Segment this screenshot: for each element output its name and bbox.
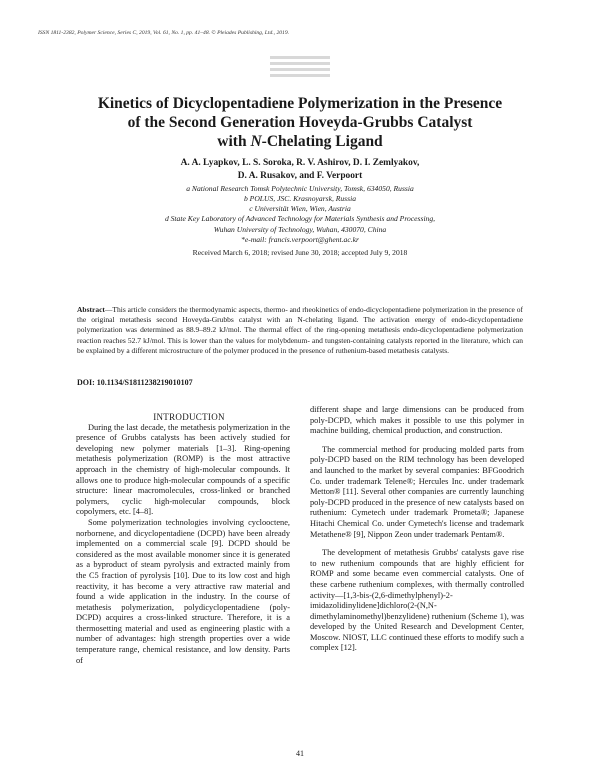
- article-title: [40, 94, 560, 151]
- affiliation-a: a National Research Tomsk Polytechnic University, Tomsk, 634050, Russia: [186, 184, 414, 194]
- paragraph: different shape and large dimensions can be produced from poly-DCPD, which makes it possible to use this polymer in machine building, chemical production, and construction.: [310, 405, 524, 436]
- paragraph: During the last decade, the metathesis polymerization in the presence of Grubbs catalysts has been actively studied for developing new polymer materials [1–3]. Ring-opening metathesis polymerization (ROMP) is the most attractive approach in the chemistry of high-molecular compounds. It allows one to produce high-molecular compounds of a specific structure: linear macromolecules, cross-linked or branched polymers, cyclic high-molecular compounds, block copolymers, etc. [4–8].: [76, 422, 290, 517]
- paragraph: The development of metathesis Grubbs' catalysts gave rise to new ruthenium compounds that are highly efficient for ROMP and some became even commercial catalysts. One of these carbene ruthenium complexes, with thermally controlled activity—[1,3-bis-(2,6-dimethylphenyl)-2-imidazolidinylidene]dichloro(2-(N,N-dimethylaminomethyl)benzylidene) ruthenium (Scheme 1), was developed by the United Research and Development Center, Moscow. NIOST, LLC continued these efforts to modify such a complex [12].: [310, 548, 524, 653]
- right-column: [310, 405, 524, 654]
- contact-email: *e-mail: francis.verpoort@ghent.ac.kr: [241, 234, 359, 244]
- abstract: [77, 305, 523, 356]
- section-heading-introduction: INTRODUCTION: [153, 412, 225, 422]
- page-number: 41: [296, 749, 304, 758]
- title-line-2: of the Second Generation Hoveyda-Grubbs Catalyst: [127, 114, 473, 131]
- affiliation-b: b POLUS, JSC. Krasnoyarsk, Russia: [243, 194, 356, 204]
- received-dates: Received March 6, 2018; revised June 30, 2018; accepted July 9, 2018: [192, 247, 408, 257]
- publisher-logo: [270, 54, 330, 80]
- affiliations: [40, 184, 560, 245]
- affiliation-c: c Universität Wien, Wien, Austria: [249, 204, 351, 214]
- affiliation-d-cont: Wuhan University of Technology, Wuhan, 430070, China: [213, 224, 387, 234]
- authors-line-2: D. A. Rusakov, and F. Verpoort: [237, 170, 363, 181]
- doi-link[interactable]: DOI: 10.1134/S1811238219010107: [77, 378, 193, 387]
- paragraph: Some polymerization technologies involving cyclooctene, norbornene, and dicyclopentadiene (DCPD) have been already implemented on a commercial scale [9]. DCPD should be considered as the most available monomer since it is generated as a byproduct of steam pyrolysis and extracted mainly from the C5 fraction of pyrolysis [10]. Due to its low cost and high reactivity, it has become a very attractive raw material and found a wide application in the industry. In the course of metathesis polymerization, polydicyclopentadiene (poly-DCPD) acquires a cross-linked structure. Therefore, it is a thermosetting material and used as engineering plastic with a number of advantages: high strength properties over a wide temperature range, chemical resistance, and low density. Parts of: [76, 517, 290, 665]
- abstract-text: —This article considers the thermodynamic aspects, thermo- and rheokinetics of endo-dicyclopentadiene polymerization in the presence of the original metathesis second Hoveyda-Grubbs catalyst with an N-chelating ligand. The activation energy of endo-dicyclopentadiene polymerization was determined as 88.9–89.2 kJ/mol. The thermal effect of the ring-opening metathesis endo-dicyclopentadiene polymerization reaction reaches 52.7 kJ/mol. This is lower than the values for molybdenum- and tungsten-containing catalysts reported in the literature, which can be explained by a different microstructure of the polymer produced in the presence of ruthenium-based metathesis catalysts.: [77, 305, 523, 355]
- author-list: [40, 157, 560, 182]
- title-block: [40, 94, 560, 258]
- journal-header: ISSN 1811-2382, Polymer Science, Series C, 2019, Vol. 61, No. 1, pp. 41–48. © Pleiades Publishing, Ltd., 2019.: [38, 30, 290, 36]
- title-line-1: Kinetics of Dicyclopentadiene Polymerization in the Presence: [97, 95, 503, 112]
- left-column: [76, 412, 290, 666]
- title-line-3: with N-Chelating Ligand: [217, 133, 383, 150]
- affiliation-d: d State Key Laboratory of Advanced Technology for Materials Synthesis and Processing,: [164, 214, 436, 224]
- authors-line-1: A. A. Lyapkov, L. S. Soroka, R. V. Ashirov, D. I. Zemlyakov,: [180, 158, 420, 168]
- abstract-label: Abstract: [77, 305, 105, 314]
- paragraph: The commercial method for producing molded parts from poly-DCPD based on the RIM technology has been developed and launched to the market by several companies: BFGoodrich Co. under trademark Telene®; Hercules Inc. under trademark Metton® [11]. Several other companies are currently launching poly-DCPD produced in the presence of new catalysts based on ruthenium: Cymetech under trademark Prometa®; Japanese Hitachi Chemical Co. under Cymetech's license and trademark Metathene® [9], Nippon Zeon under trademark Pentam®.: [310, 444, 524, 539]
